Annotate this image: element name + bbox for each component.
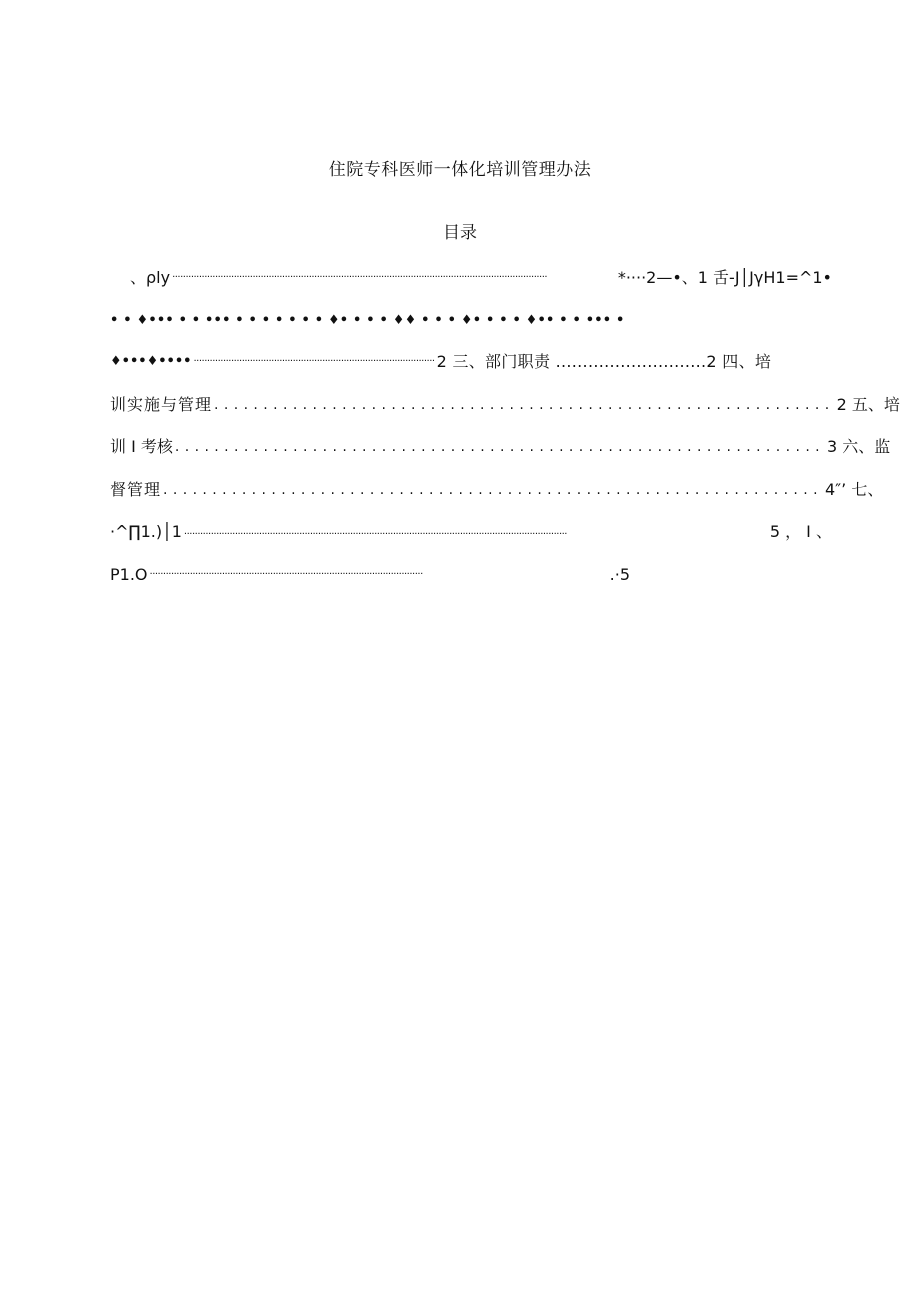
page-title: 住院专科医师一体化培训管理办法 <box>328 160 592 180</box>
toc-leader-dots: ............................................................................................................................................... <box>183 526 567 537</box>
toc-entry-page: 2 三、部门职责 ............................2 四、培 <box>436 352 772 371</box>
toc-line-7 <box>110 520 832 544</box>
toc-entry-page: 3 六、监 <box>827 437 891 456</box>
toc-leader-dots: ············································································································································ <box>172 272 548 283</box>
toc-line-6 <box>110 478 884 502</box>
toc-leader-dots: .................................................................. <box>174 439 826 455</box>
toc-entry-page: 2 五、培 <box>836 395 900 414</box>
toc-line-4 <box>110 393 900 417</box>
toc-entry-label: P1.O <box>110 565 148 584</box>
toc-leader-dots: ·························································································· <box>193 356 435 367</box>
toc-line-5 <box>110 435 891 459</box>
toc-entry-page: 5 ， I 、 <box>769 522 832 541</box>
toc-entry-label: 、ρly <box>130 268 171 287</box>
toc-line-1 <box>130 266 832 290</box>
toc-leader-dots: ······································································································ <box>149 569 423 580</box>
toc-leader-dots: ............................................................... <box>214 397 835 413</box>
toc-entry-page: 4″’ 七、 <box>824 480 884 499</box>
toc-line-2 <box>110 309 832 333</box>
toc-entry-label: 督管理 <box>110 480 162 499</box>
toc-leader-dots: ................................................................... <box>163 482 823 498</box>
toc-entry-label: ♦•••♦•••• <box>110 354 192 369</box>
toc-entry-label: 训 I 考核 <box>110 437 173 456</box>
toc-entry-label: 训实施与管理 <box>110 395 213 414</box>
toc-line-8 <box>110 563 630 587</box>
toc-bullet-row: • • ♦••• • • ••• • • • • • • • ♦• • • • ♦♦ • • • ♦• • • • ♦•• • • ••• • <box>110 313 625 328</box>
toc-entry-label: ·^∏1.)│1 <box>110 522 182 541</box>
toc-entry-page: *····2—•、1 舌-J│JγH1=^1• <box>617 268 832 287</box>
toc-heading: 目录 <box>443 223 477 243</box>
toc-line-3 <box>110 350 832 374</box>
toc-entry-page: .·5 <box>609 565 630 584</box>
